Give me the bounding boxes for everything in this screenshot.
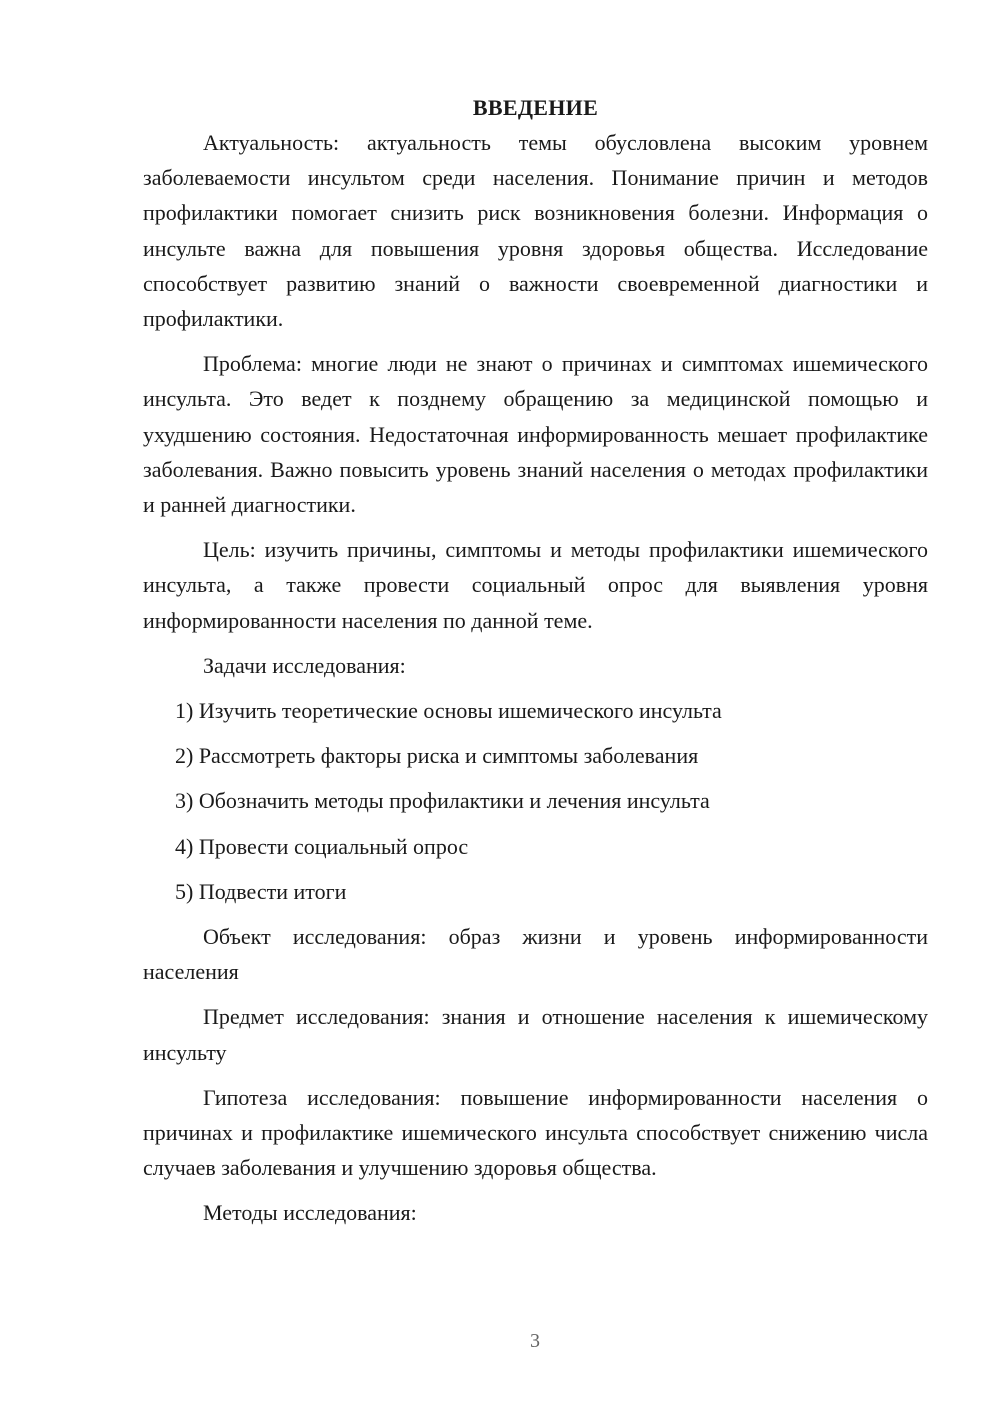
task-item-4: 4) Провести социальный опрос xyxy=(175,833,469,859)
paragraph-goal: Цель: изучить причины, симптомы и методы профилактики ишемического инсульта, а также провести социальный опрос для выявления уровня информированности населения по данной теме. xyxy=(143,537,928,633)
section-title: ВВЕДЕНИЕ xyxy=(472,95,599,120)
task-item-2: 2) Рассмотреть факторы риска и симптомы заболевания xyxy=(175,743,699,769)
paragraph-problem: Проблема: многие люди не знают о причинах и симптомах ишемического инсульта. Это ведет к позднему обращению за медицинской помощью и ухудшению состояния. Недостаточная информированность мешает профилактике заболевания. Важно повысить уровень знаний населения о методах профилактики и ранней диагностики. xyxy=(143,351,928,518)
page-content xyxy=(143,90,928,1241)
paragraph-object: Объект исследования: образ жизни и уровень информированности населения xyxy=(143,924,928,985)
paragraph-relevance: Актуальность: актуальность темы обусловлена высоким уровнем заболеваемости инсультом среди населения. Понимание причин и методов профилактики помогает снизить риск возникновения болезни. Информация о инсульте важна для повышения уровня здоровья общества. Исследование способствует развитию знаний о важности своевременной диагностики и профилактики. xyxy=(143,130,928,332)
paragraph-hypothesis: Гипотеза исследования: повышение информированности населения о причинах и профилактике ишемического инсульта способствует снижению числа случаев заболевания и улучшению здоровья общества. xyxy=(143,1084,928,1181)
tasks-heading: Задачи исследования: xyxy=(203,652,406,678)
task-item-1: 1) Изучить теоретические основы ишемического инсульта xyxy=(175,698,722,724)
methods-heading: Методы исследования: xyxy=(203,1200,417,1226)
page-number: 3 xyxy=(530,1330,540,1352)
task-item-5: 5) Подвести итоги xyxy=(175,878,347,904)
task-item-3: 3) Обозначить методы профилактики и лечения инсульта xyxy=(175,788,710,814)
paragraph-subject: Предмет исследования: знания и отношение населения к ишемическому инсульту xyxy=(143,1004,928,1065)
task-list xyxy=(143,693,928,909)
